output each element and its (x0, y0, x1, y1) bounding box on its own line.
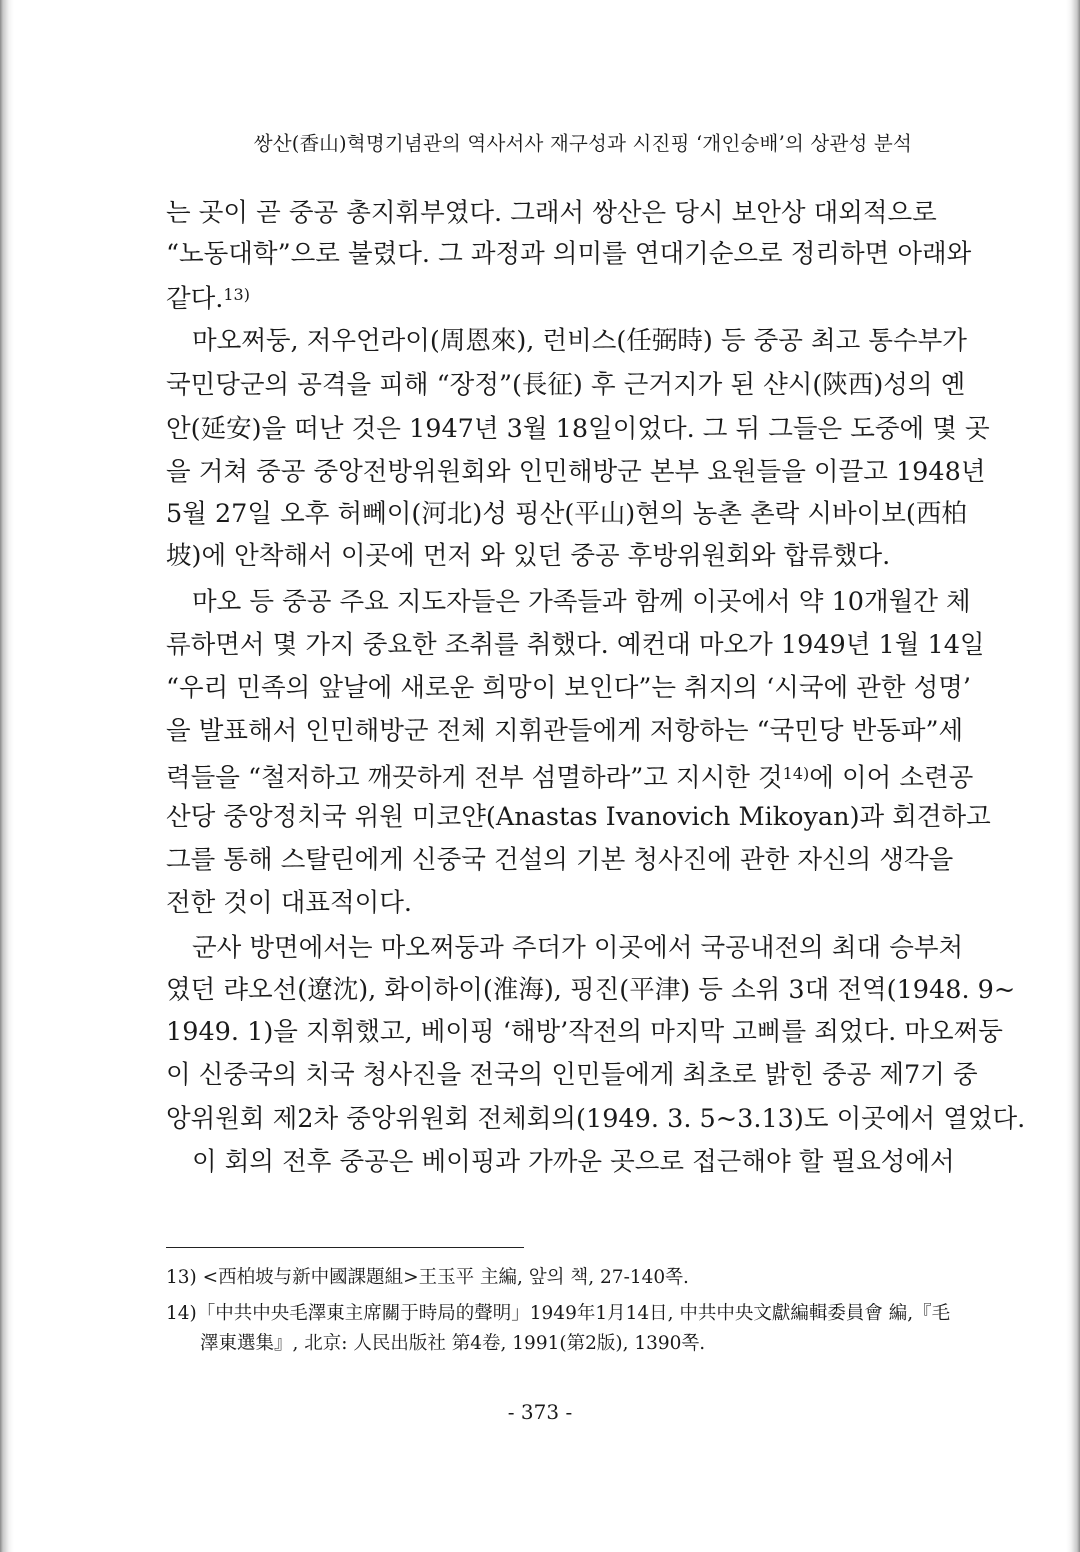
body-line: “노동대학”으로 불렸다. 그 과정과 의미를 연대기순으로 정리하면 아래와 (166, 239, 972, 269)
running-header: 쌍산(香山)혁명기념관의 역사서사 재구성과 시진핑 ‘개인숭배’의 상관성 분석 (253, 132, 912, 155)
body-line: 을 거쳐 중공 중앙전방위원회와 인민해방군 본부 요원들을 이끌고 1948년 (166, 457, 986, 487)
footnote-ref-13[interactable]: 13) (223, 285, 250, 304)
page-edge-left (0, 0, 14, 1552)
footnote-ref-14[interactable]: 14) (782, 764, 810, 783)
body-line: 그를 통해 스탈린에게 신중국 건설의 기본 청사진에 관한 자신의 생각을 (166, 845, 954, 875)
body-line (166, 280, 914, 314)
body-line: 는 곳이 곧 중공 총지휘부였다. 그래서 쌍산은 당시 보안상 대외적으로 (166, 198, 937, 228)
body-line: 이 신중국의 치국 청사진을 전국의 인민들에게 최초로 밝힌 중공 제7기 중 (166, 1060, 978, 1090)
body-line: 마오 등 중공 주요 지도자들은 가족들과 함께 이곳에서 약 10개월간 체 (192, 587, 971, 617)
footnote-14-continued: 澤東選集』, 北京: 人民出版社 第4卷, 1991(第2版), 1390쪽. (200, 1333, 706, 1354)
body-line-text: 같다. (166, 284, 224, 314)
footnote-13: 13) <西柏坡与新中國課題組>王玉平 主編, 앞의 책, 27-140쪽. (166, 1267, 689, 1288)
body-line-text: 에 이어 소련공 (809, 763, 974, 793)
footnote-14: 14)「中共中央毛澤東主席關于時局的聲明」1949年1月14日, 中共中央文獻編輯委員會 編,『毛 (166, 1303, 951, 1324)
body-line: 국민당군의 공격을 피해 “장정”(長征) 후 근거지가 된 샨시(陝西)성의 옌 (166, 370, 966, 400)
body-line: 앙위원회 제2차 중앙위원회 전체회의(1949. 3. 5~3.13)도 이곳에서 열었다. (166, 1104, 1026, 1134)
footnote-divider (166, 1247, 524, 1248)
body-line: 였던 랴오선(遼沈), 화이하이(淮海), 핑진(平津) 등 소위 3대 전역(1948. 9~ (166, 975, 1016, 1005)
page-edge-right (1066, 0, 1080, 1552)
body-line: 전한 것이 대표적이다. (166, 888, 413, 918)
body-line: 군사 방면에서는 마오쩌둥과 주더가 이곳에서 국공내전의 최대 승부처 (192, 933, 964, 963)
page-number: - 373 - (507, 1400, 573, 1424)
body-line: 을 발표해서 인민해방군 전체 지휘관들에게 저항하는 “국민당 반동파”세 (166, 716, 964, 746)
body-line: 안(延安)을 떠난 것은 1947년 3월 18일이었다. 그 뒤 그들은 도중에 몇 곳 (166, 414, 990, 444)
body-line: 이 회의 전후 중공은 베이핑과 가까운 곳으로 접근해야 할 필요성에서 (192, 1147, 955, 1177)
body-line: 1949. 1)을 지휘했고, 베이핑 ‘해방’작전의 마지막 고삐를 죄었다. 마오쩌둥 (166, 1017, 1003, 1047)
body-line: 류하면서 몇 가지 중요한 조취를 취했다. 예컨대 마오가 1949년 1월 14일 (166, 630, 985, 660)
body-line (166, 759, 974, 793)
body-line: “우리 민족의 앞날에 새로운 희망이 보인다”는 취지의 ‘시국에 관한 성명’ (166, 673, 971, 703)
body-line: 坡)에 안착해서 이곳에 먼저 와 있던 중공 후방위원회와 합류했다. (166, 541, 891, 571)
body-line-text: 력들을 “철저하고 깨끗하게 전부 섬멸하라”고 지시한 것 (166, 763, 783, 793)
body-line: 5월 27일 오후 허뻬이(河北)성 핑산(平山)현의 농촌 촌락 시바이보(西柏 (166, 499, 967, 529)
body-line: 마오쩌둥, 저우언라이(周恩來), 런비스(任弼時) 등 중공 최고 통수부가 (192, 326, 967, 356)
body-line: 산당 중앙정치국 위원 미코얀(Anastas Ivanovich Mikoyan)과 회견하고 (166, 802, 991, 832)
